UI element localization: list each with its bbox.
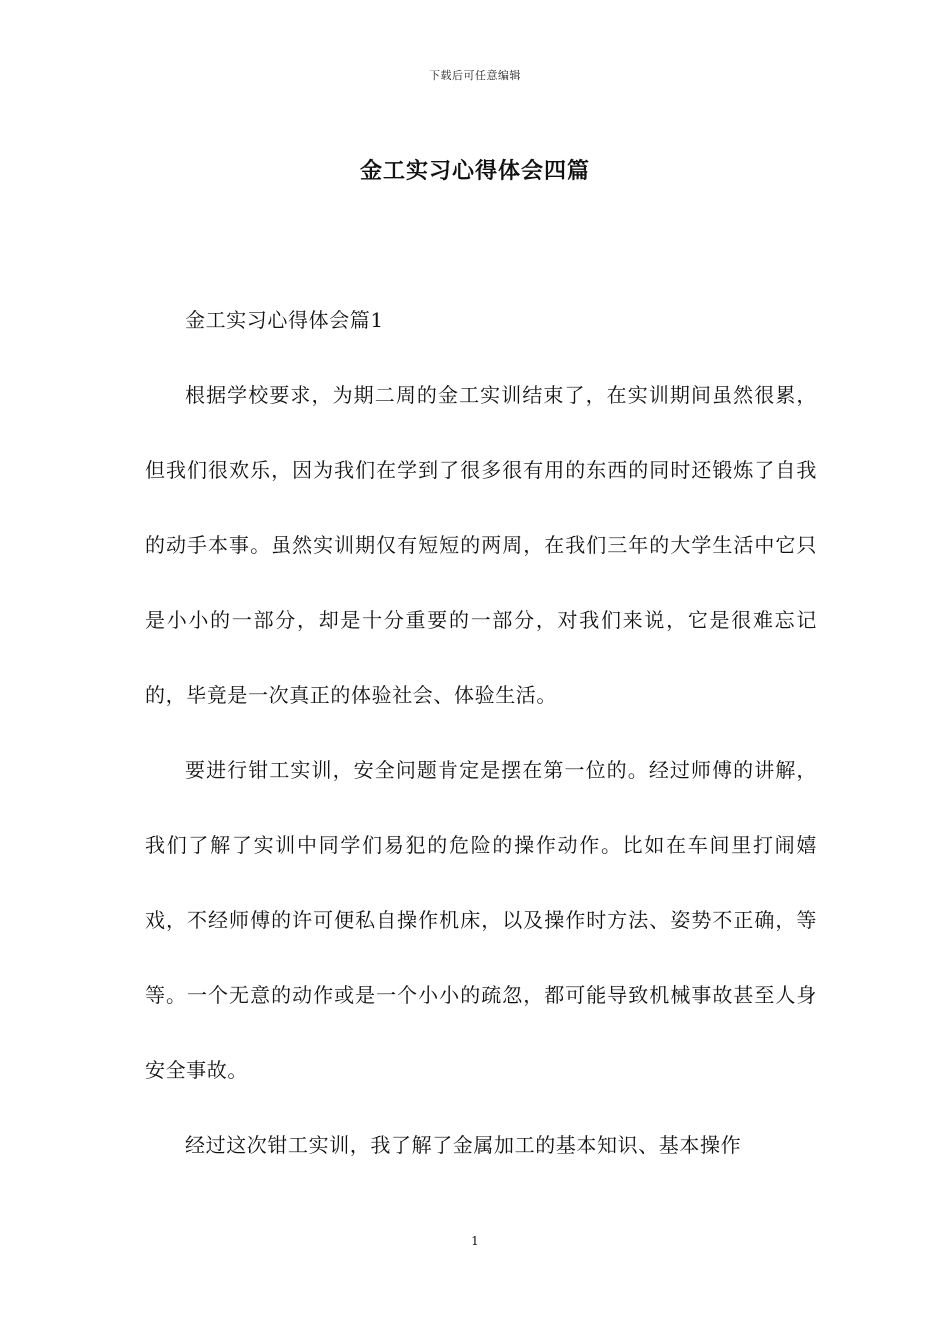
page-number: 1 [471,1234,479,1248]
paragraph: 要进行钳工实训，安全问题肯定是摆在第一位的。经过师傅的讲解，我们了解了实训中同学们易犯的危险的操作动作。比如在车间里打闹嬉戏，不经师傅的许可便私自操作机床，以及操作时方法、姿势不正确，等等。一个无意的动作或是一个小小的疏忽，都可能导致机械事故甚至人身安全事故。 [145,758,817,1082]
document-body [145,283,817,1183]
paragraph: 经过这次钳工实训，我了解了金属加工的基本知识、基本操作 [185,1133,742,1157]
header-note: 下载后可任意编辑 [429,69,521,82]
paragraph: 根据学校要求，为期二周的金工实训结束了，在实训期间虽然很累，但我们很欢乐，因为我们在学到了很多很有用的东西的同时还锻炼了自我的动手本事。虽然实训期仅有短短的两周，在我们三年的大学生活中它只是小小的一部分，却是十分重要的一部分，对我们来说，它是很难忘记的，毕竟是一次真正的体验社会、体验生活。 [145,383,817,707]
section-heading: 金工实习心得体会篇1 [185,308,384,332]
document-title: 金工实习心得体会四篇 [359,158,590,184]
